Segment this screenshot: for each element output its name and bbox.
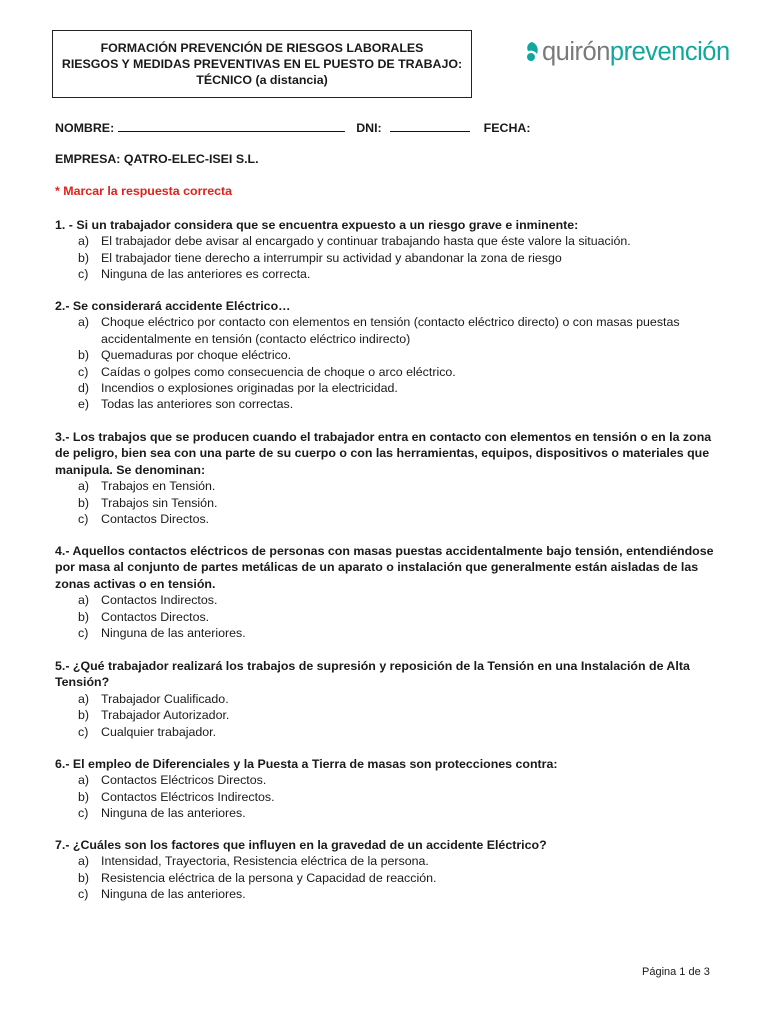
question-text: 2.- Se considerará accidente Eléctrico… (55, 299, 291, 313)
option-c[interactable] (55, 886, 715, 902)
option-letter: a) (78, 315, 90, 330)
option-text: Ninguna de las anteriores es correcta. (101, 267, 311, 282)
option-letter: d) (78, 381, 90, 396)
nombre-field[interactable] (118, 119, 345, 132)
option-text: Trabajos en Tensión. (101, 479, 216, 494)
fecha-label: FECHA: (483, 121, 531, 135)
option-letter: b) (78, 250, 90, 265)
option-e[interactable] (55, 396, 715, 412)
option-letter: c) (78, 364, 89, 379)
option-text: El trabajador tiene derecho a interrumpir su actividad y abandonar la zona de riesgo (101, 250, 562, 265)
option-b[interactable] (55, 609, 715, 625)
question-1 (55, 217, 715, 283)
option-letter: a) (78, 593, 90, 608)
option-letter: c) (78, 724, 89, 739)
option-letter: a) (78, 479, 90, 494)
option-b[interactable] (55, 347, 715, 363)
option-letter: b) (78, 348, 90, 363)
question-text: 3.- Los trabajos que se producen cuando el trabajador entra en contacto con elementos en tensión o en la zona de peligro, bien sea con una parte de su cuerpo o con las herramientas, equipos, dispositivos o materiales que manipula. Se denominan: (55, 430, 712, 477)
option-d[interactable] (55, 380, 715, 396)
option-text: Cualquier trabajador. (101, 724, 217, 739)
question-text: 7.- ¿Cuáles son los factores que influyen en la gravedad de un accidente Eléctrico? (55, 838, 547, 852)
option-a[interactable] (55, 853, 715, 869)
option-c[interactable] (55, 266, 715, 282)
option-text: Ninguna de las anteriores. (101, 806, 246, 821)
option-b[interactable] (55, 870, 715, 886)
option-a[interactable] (55, 592, 715, 608)
nombre-label: NOMBRE: (55, 121, 115, 135)
option-letter: b) (78, 870, 90, 885)
question-text: 1. - Si un trabajador considera que se encuentra expuesto a un riesgo grave e inminente: (55, 218, 579, 232)
option-text: Trabajos sin Tensión. (101, 495, 218, 510)
quironprevencion-logo (522, 36, 730, 68)
option-letter: a) (78, 854, 90, 869)
option-text: Incendios o explosiones originadas por la electricidad. (101, 381, 398, 396)
logo-text-prevencion: prevención (609, 38, 730, 66)
option-c[interactable] (55, 625, 715, 641)
option-text: Quemaduras por choque eléctrico. (101, 348, 292, 363)
title-line-2: RIESGOS Y MEDIDAS PREVENTIVAS EN EL PUESTO DE TRABAJO: (61, 57, 463, 71)
option-text: Trabajador Cualificado. (101, 691, 229, 706)
option-letter: c) (78, 806, 89, 821)
option-c[interactable] (55, 364, 715, 380)
option-a[interactable] (55, 691, 715, 707)
question-text: 4.- Aquellos contactos eléctricos de personas con masas puestas accidentalmente bajo tensión, entendiéndose por masa al conjunto de partes metálicas de un aparato o instalación que generalmente están aisladas de las zonas activas o en tensión. (55, 544, 714, 591)
option-letter: c) (78, 267, 89, 282)
option-c[interactable] (55, 724, 715, 740)
option-text: Trabajador Autorizador. (101, 708, 230, 723)
quironprevencion-logo-icon (522, 40, 542, 64)
question-7 (55, 837, 715, 903)
option-a[interactable] (55, 233, 715, 249)
option-text: Caídas o golpes como consecuencia de choque o arco eléctrico. (101, 364, 456, 379)
option-letter: c) (78, 887, 89, 902)
option-b[interactable] (55, 495, 715, 511)
option-text: El trabajador debe avisar al encargado y continuar trabajando hasta que éste valore la situación. (101, 234, 631, 249)
title-line-3: TÉCNICO (a distancia) (196, 73, 328, 87)
option-letter: e) (78, 397, 90, 412)
dni-label: DNI: (356, 121, 382, 135)
option-text: Intensidad, Trayectoria, Resistencia eléctrica de la persona. (101, 854, 429, 869)
option-a[interactable] (55, 772, 715, 788)
option-text: Resistencia eléctrica de la persona y Capacidad de reacción. (101, 870, 437, 885)
option-text: Contactos Eléctricos Indirectos. (101, 789, 275, 804)
option-b[interactable] (55, 250, 715, 266)
option-letter: b) (78, 789, 90, 804)
option-b[interactable] (55, 789, 715, 805)
option-letter: c) (78, 626, 89, 641)
option-letter: a) (78, 773, 90, 788)
option-letter: c) (78, 512, 89, 527)
question-4 (55, 543, 715, 641)
personal-data-row (55, 119, 530, 135)
option-letter: b) (78, 708, 90, 723)
option-text: Contactos Indirectos. (101, 593, 218, 608)
question-3 (55, 429, 715, 527)
option-c[interactable] (55, 805, 715, 821)
instruction-text: * Marcar la respuesta correcta (55, 184, 233, 198)
option-text: Contactos Directos. (101, 609, 210, 624)
option-text: Ninguna de las anteriores. (101, 626, 246, 641)
option-b[interactable] (55, 707, 715, 723)
option-letter: a) (78, 234, 90, 249)
question-text: 6.- El empleo de Diferenciales y la Puesta a Tierra de masas son protecciones contra: (55, 757, 558, 771)
empresa-line: EMPRESA: QATRO-ELEC-ISEI S.L. (55, 152, 259, 166)
document-title-box (52, 30, 472, 98)
logo-text-quiron: quirón (542, 38, 610, 66)
logo-wordmark (542, 36, 730, 68)
option-text: Ninguna de las anteriores. (101, 887, 246, 902)
option-letter: b) (78, 495, 90, 510)
option-a[interactable] (55, 478, 715, 494)
option-c[interactable] (55, 511, 715, 527)
option-a[interactable] (55, 314, 715, 347)
option-text: Contactos Directos. (101, 512, 210, 527)
option-text: Contactos Eléctricos Directos. (101, 773, 267, 788)
question-text: 5.- ¿Qué trabajador realizará los trabajos de supresión y reposición de la Tensión en una Instalación de Alta Tensión? (55, 659, 690, 690)
option-letter: b) (78, 609, 90, 624)
option-text: Choque eléctrico por contacto con elementos en tensión (contacto eléctrico directo) o con masas puestas accidentalmente en tensión (contacto eléctrico indirecto) (101, 315, 680, 346)
option-letter: a) (78, 691, 90, 706)
title-line-1: FORMACIÓN PREVENCIÓN DE RIESGOS LABORALES (100, 41, 424, 55)
option-text: Todas las anteriores son correctas. (101, 397, 294, 412)
dni-field[interactable] (390, 119, 470, 132)
question-5 (55, 658, 715, 740)
question-6 (55, 756, 715, 822)
question-2 (55, 298, 715, 413)
page-number: Página 1 de 3 (642, 966, 710, 978)
